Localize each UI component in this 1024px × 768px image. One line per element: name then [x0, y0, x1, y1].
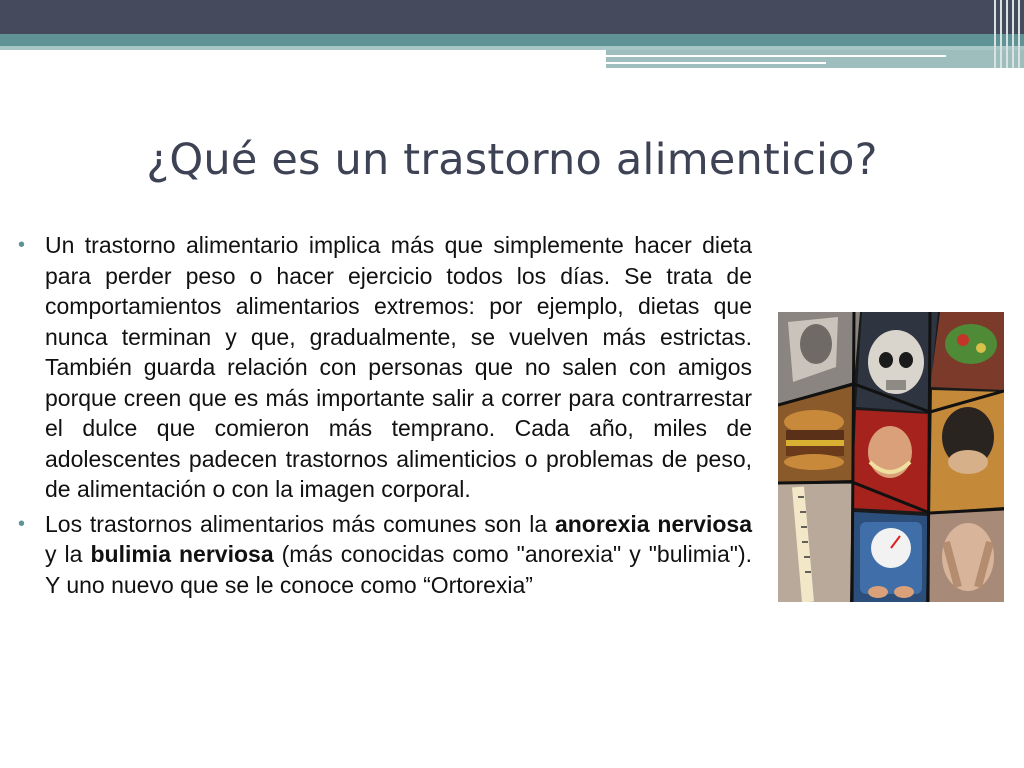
bullet-icon: •: [18, 234, 26, 256]
header-band-dark: [0, 0, 1024, 34]
header-band-line: [606, 62, 826, 64]
header-band-accent: [606, 50, 1024, 68]
bold-term-anorexia: anorexia nerviosa: [554, 510, 752, 537]
bullet-list: [18, 230, 752, 600]
header-band-teal: [0, 34, 1024, 46]
bullet-text: Un trastorno alimentario implica más que simplemente hacer dieta para perder peso o hacer ejercicio todos los días. Se trata de comportamientos alimentarios extremos: por ejemplo, dietas que nunca terminan y que, gradualmente, se vuelven más estrictas. También guarda relación con personas que no salen con amigos porque creen que es más importante salir a correr para contrarrestar el dulce que comieron más temprano. Cada año, miles de adolescentes padecen trastornos alimenticios o problemas de peso, de alimentación o con la imagen corporal.: [45, 232, 752, 502]
slide-title: ¿Qué es un trastorno alimenticio?: [146, 135, 878, 185]
bullet-text: Los trastornos alimentarios más comunes son la: [45, 510, 555, 537]
bullet-text: y la: [45, 541, 91, 567]
header-band-line: [606, 55, 946, 57]
eating-disorder-collage-image: [778, 312, 1004, 602]
slide-body: [18, 230, 752, 604]
bold-term-bulimia: bulimia nerviosa: [90, 541, 274, 567]
bullet-item: [18, 509, 752, 601]
bullet-icon: •: [18, 512, 26, 535]
bullet-item: [18, 230, 752, 505]
header-band-stripes: [990, 0, 1024, 68]
bullet-text: (más conocidas como "anorexia" y "bulimia"). Y uno nuevo que se le conoce como “Ortorexia”: [45, 541, 753, 598]
